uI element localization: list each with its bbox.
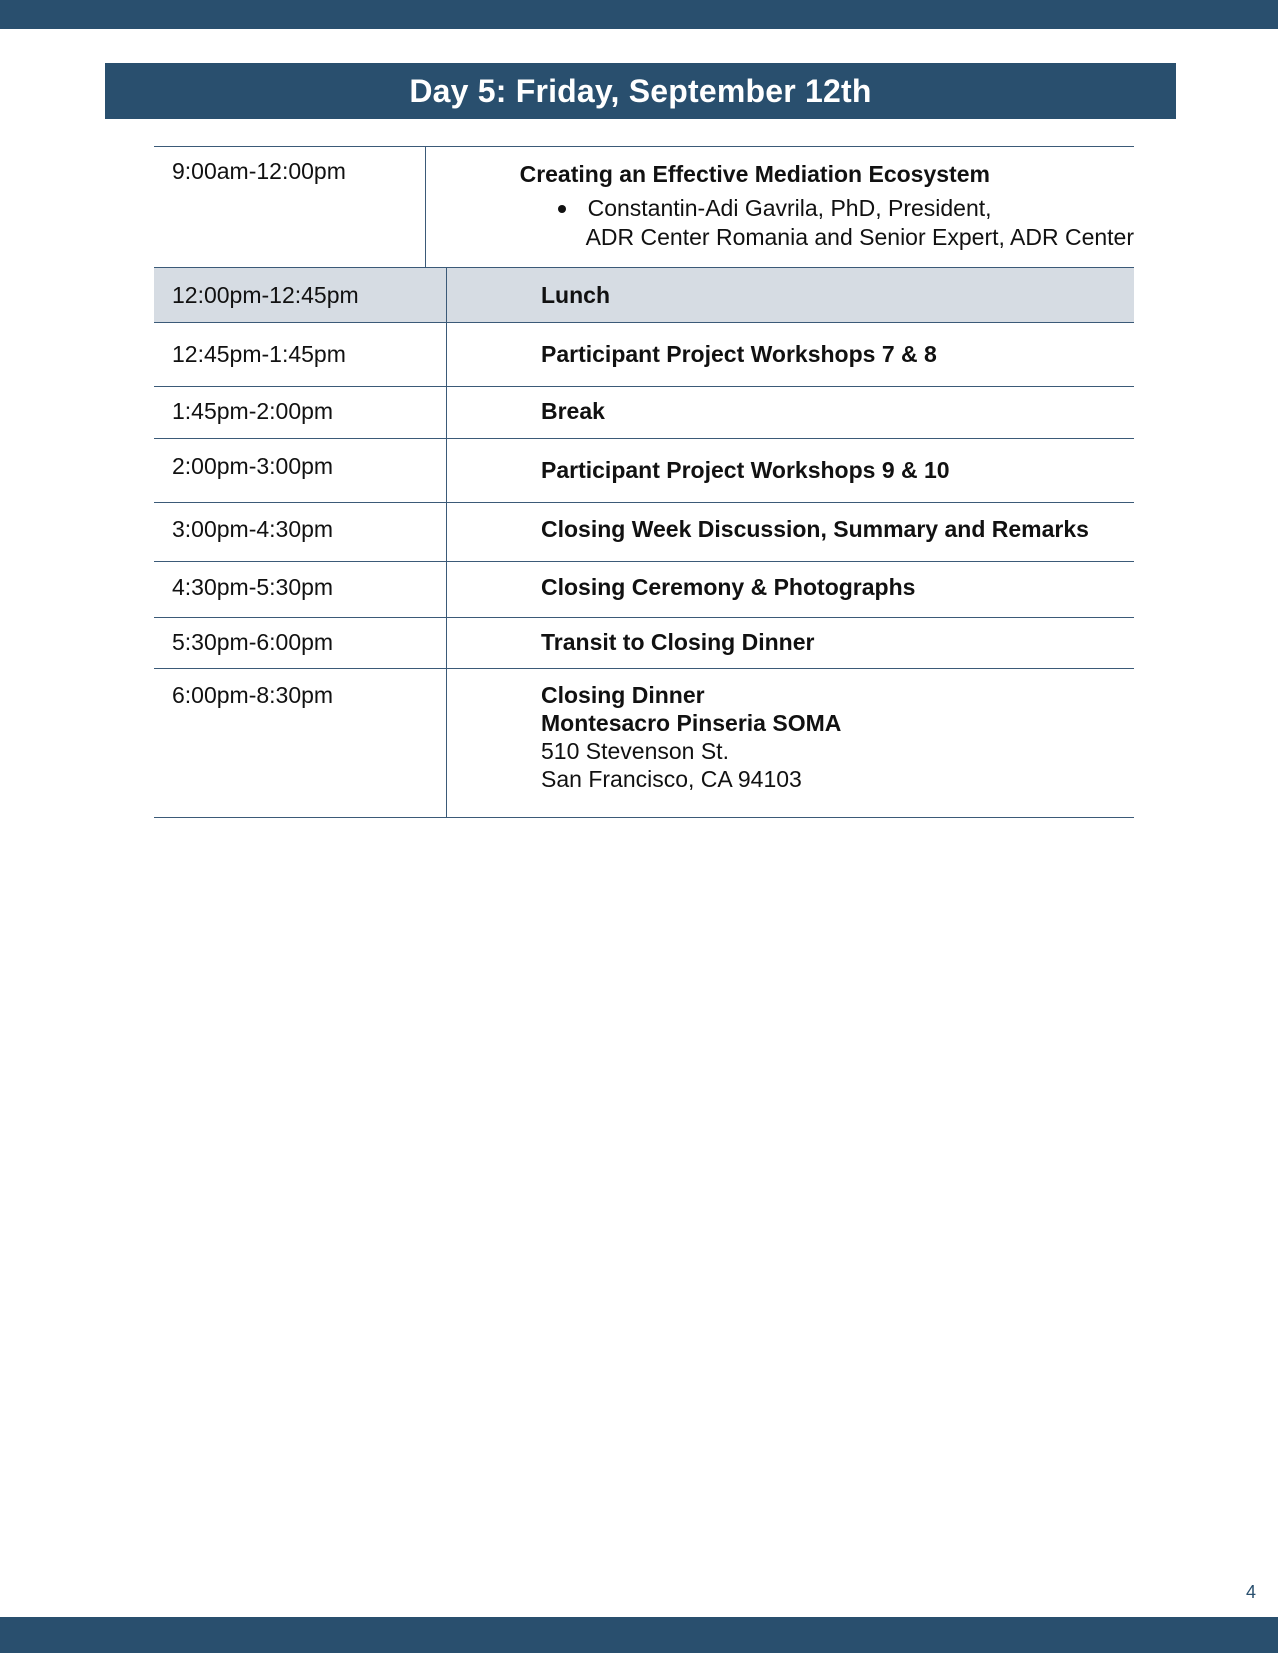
event-cell [447, 503, 1134, 561]
event-title: Break [541, 398, 605, 424]
event-cell [447, 618, 1134, 668]
schedule-row [154, 439, 1134, 503]
time-label: 4:30pm-5:30pm [172, 574, 334, 600]
time-label: 12:00pm-12:45pm [172, 282, 359, 308]
time-cell [154, 562, 447, 617]
schedule-row [154, 503, 1134, 562]
event-title: Participant Project Workshops 7 & 8 [541, 341, 937, 367]
time-cell [154, 147, 426, 267]
schedule-row [154, 669, 1134, 818]
event-cell [447, 669, 1134, 817]
bottom-band [0, 1617, 1278, 1653]
event-cell [447, 323, 1134, 386]
speaker-list [520, 194, 1134, 252]
schedule-row [154, 387, 1134, 439]
event-title: Participant Project Workshops 9 & 10 [541, 457, 950, 483]
bullet-icon [558, 205, 566, 213]
schedule-row [154, 562, 1134, 618]
event-cell [426, 147, 1134, 267]
time-label: 9:00am-12:00pm [172, 158, 346, 184]
event-title: Closing Dinner [541, 682, 705, 708]
time-label: 1:45pm-2:00pm [172, 398, 334, 424]
time-cell [154, 268, 447, 322]
event-title: Closing Ceremony & Photographs [541, 574, 916, 600]
time-cell [154, 503, 447, 561]
time-cell [154, 669, 447, 817]
time-label: 2:00pm-3:00pm [172, 453, 334, 479]
event-title: Closing Week Discussion, Summary and Remarks [541, 516, 1089, 542]
page-number: 4 [1246, 1582, 1257, 1602]
top-band [0, 0, 1278, 29]
event-title: Lunch [541, 282, 610, 308]
venue-address-line: 510 Stevenson St. [541, 738, 729, 764]
time-label: 6:00pm-8:30pm [172, 682, 334, 708]
event-cell [447, 387, 1134, 438]
event-cell [447, 439, 1134, 502]
speaker-line: Constantin-Adi Gavrila, PhD, President, [587, 195, 992, 221]
speaker-line: ADR Center Romania and Senior Expert, ADR Center [585, 224, 1134, 250]
event-cell [447, 268, 1134, 322]
schedule-row [154, 323, 1134, 387]
speaker-item [520, 194, 1134, 252]
event-title: Creating an Effective Mediation Ecosystem [519, 161, 990, 187]
schedule-row [154, 147, 1134, 268]
event-cell [447, 562, 1134, 617]
time-cell [154, 323, 447, 386]
venue-name: Montesacro Pinseria SOMA [541, 710, 842, 736]
time-cell [154, 387, 447, 438]
event-title: Transit to Closing Dinner [541, 629, 815, 655]
time-cell [154, 618, 447, 668]
schedule-table [154, 146, 1134, 818]
day-header [105, 63, 1176, 119]
schedule-row [154, 268, 1134, 323]
time-label: 3:00pm-4:30pm [172, 516, 334, 542]
venue-address-line: San Francisco, CA 94103 [541, 766, 802, 792]
time-cell [154, 439, 447, 502]
day-title: Day 5: Friday, September 12th [409, 72, 872, 109]
time-label: 12:45pm-1:45pm [172, 341, 346, 367]
schedule-row [154, 618, 1134, 669]
time-label: 5:30pm-6:00pm [172, 629, 334, 655]
